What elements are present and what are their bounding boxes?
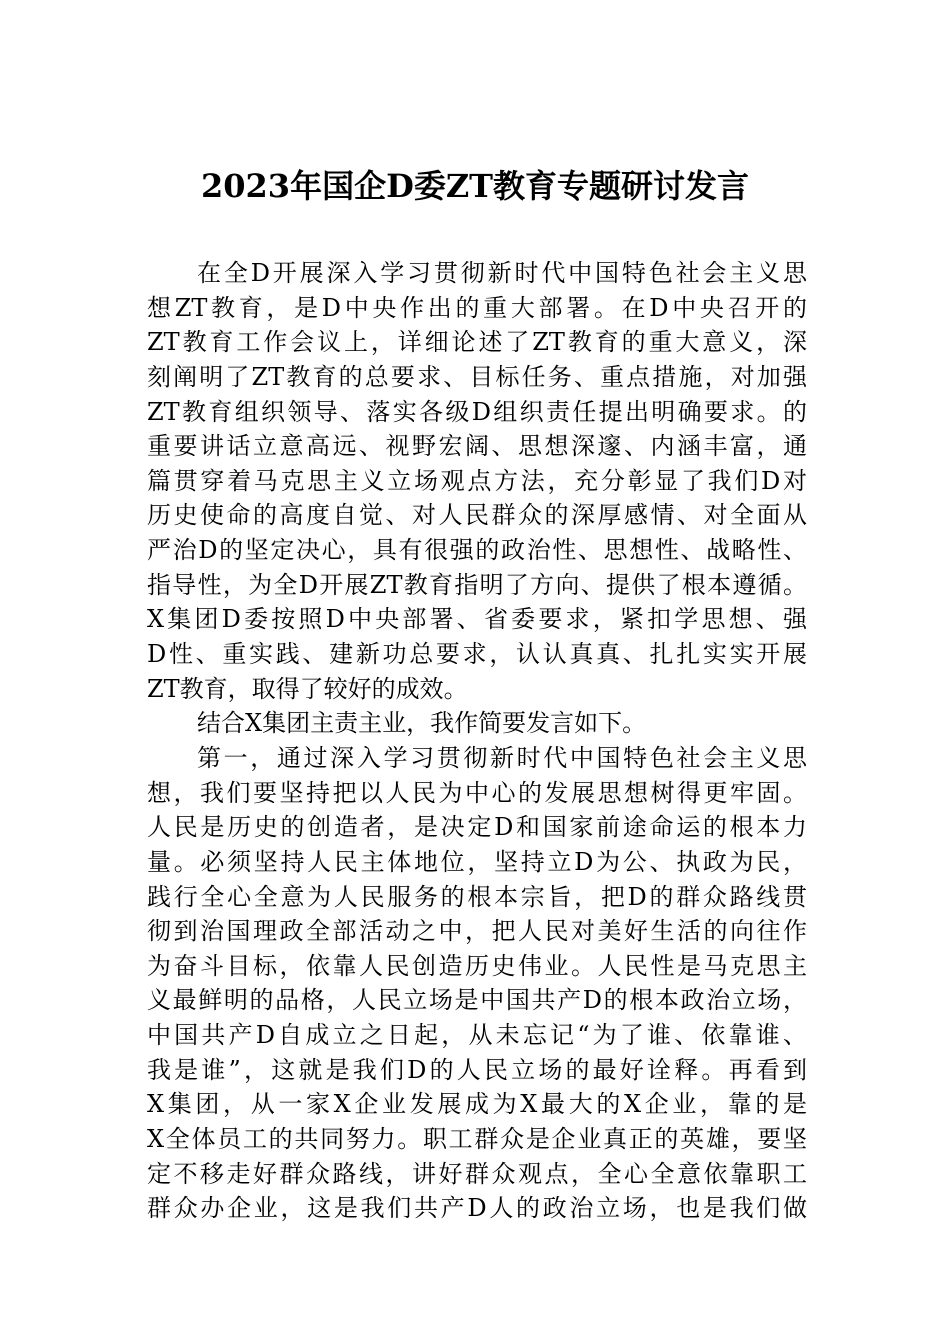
text-line: 重要讲话立意高远、视野宏阔、思想深邃、内涵丰富，通 [147, 432, 807, 461]
text-line: D性、重实践、建新功总要求，认认真真、扎扎实实开展 [147, 640, 807, 669]
text-line: 人民是历史的创造者，是决定D和国家前途命运的根本力 [147, 813, 807, 842]
text-line: 义最鲜明的品格，人民立场是中国共产D的根本政治立场， [147, 986, 807, 1015]
text-line: 刻阐明了ZT教育的总要求、目标任务、重点措施，对加强 [147, 362, 807, 391]
text-line: 第一，通过深入学习贯彻新时代中国特色社会主义思 [197, 743, 807, 772]
paragraph-intro [147, 256, 807, 706]
paragraph-transition [147, 706, 807, 741]
document-title: 2023年国企D委ZT教育专题研讨发言 [201, 167, 749, 205]
text-line: X集团D委按照D中央部署、省委要求，紧扣学思想、强 [147, 605, 807, 634]
text-line: 指导性，为全D开展ZT教育指明了方向、提供了根本遵循。 [147, 570, 807, 599]
text-line: X集团，从一家X企业发展成为X最大的X企业，靠的是 [147, 1090, 807, 1119]
text-line: ZT教育，取得了较好的成效。 [147, 674, 468, 703]
text-line: 篇贯穿着马克思主义立场观点方法，充分彰显了我们D对 [147, 466, 807, 495]
text-line: 历史使命的高度自觉、对人民群众的深厚感情、对全面从 [147, 501, 807, 530]
text-line: 为奋斗目标，依靠人民创造历史伟业。人民性是马克思主 [147, 951, 807, 980]
text-line: X全体员工的共同努力。职工群众是企业真正的英雄，要坚 [147, 1125, 807, 1154]
text-line: 定不移走好群众路线，讲好群众观点，全心全意依靠职工 [147, 1159, 807, 1188]
text-line: 严治D的坚定决心，具有很强的政治性、思想性、战略性、 [147, 536, 807, 565]
text-line: 想ZT教育，是D中央作出的重大部署。在D中央召开的 [147, 293, 807, 322]
document-body [147, 256, 807, 1226]
text-line: ZT教育组织领导、落实各级D组织责任提出明确要求。的 [147, 397, 807, 426]
text-line: 我是谁”，这就是我们D的人民立场的最好诠释。再看到 [147, 1055, 807, 1084]
text-line: 想，我们要坚持把以人民为中心的发展思想树得更牢固。 [147, 778, 807, 807]
text-line: 在全D开展深入学习贯彻新时代中国特色社会主义思 [197, 259, 807, 287]
paragraph-point-one [147, 741, 807, 1226]
text-line: 践行全心全意为人民服务的根本宗旨，把D的群众路线贯 [147, 882, 807, 911]
text-line: ZT教育工作会议上，详细论述了ZT教育的重大意义，深 [147, 328, 807, 357]
text-line: 结合X集团主责主业，我作简要发言如下。 [197, 709, 647, 738]
text-line: 量。必须坚持人民主体地位，坚持立D为公、执政为民， [147, 847, 807, 876]
text-line: 中国共产D自成立之日起，从未忘记“为了谁、依靠谁、 [147, 1021, 807, 1050]
text-line: 彻到治国理政全部活动之中，把人民对美好生活的向往作 [147, 917, 807, 946]
text-line: 群众办企业，这是我们共产D人的政治立场，也是我们做 [147, 1194, 807, 1223]
